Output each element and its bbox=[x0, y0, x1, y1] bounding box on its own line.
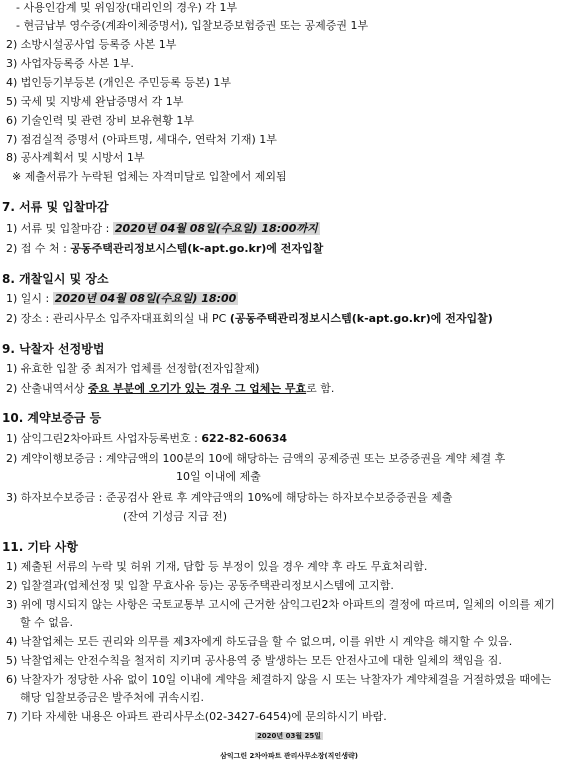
note: ※ 제출서류가 누락된 업체는 자격미달로 입찰에서 제외됨 bbox=[12, 170, 287, 183]
list-item: 5) 낙찰업체는 안전수칙을 철저히 지키며 공사용역 중 발생하는 모든 안전사고에 대한 일체의 책임을 짐. bbox=[6, 654, 502, 667]
section-title: 10. 계약보증금 등 bbox=[2, 411, 102, 425]
list-item: 1) 유효한 입찰 중 최저가 업체를 선정함(전자입찰제) bbox=[6, 362, 260, 375]
item-text: 로 함. bbox=[306, 382, 335, 395]
list-item: 8) 공사계획서 및 시방서 1부 bbox=[6, 151, 145, 164]
item-label: 1) 서류 및 입찰마감 : bbox=[6, 222, 110, 235]
list-item: 7) 점검실적 증명서 (아파트명, 세대수, 연락처 기재) 1부 bbox=[6, 133, 277, 146]
list-item: 1) 제출된 서류의 누락 및 허위 기재, 담합 등 부정이 있을 경우 계약 후 라도 무효처리함. bbox=[6, 560, 428, 573]
notice-date: 2020년 03월 25일 bbox=[256, 732, 322, 740]
item-label: 1) 삼익그린2차아파트 사업자등록번호 : bbox=[6, 432, 198, 445]
list-item: - 사용인감계 및 위임장(대리인의 경우) 각 1부 bbox=[16, 1, 238, 14]
item-text: 2) 산출내역서상 bbox=[6, 382, 85, 395]
list-item: 4) 법인등기부등본 (개인은 주민등록 등본) 1부 bbox=[6, 76, 231, 89]
list-item: 7) 기타 자세한 내용은 아파트 관리사무소(02-3427-6454)에 문의하시기 바람. bbox=[6, 710, 387, 723]
list-item bbox=[6, 311, 493, 327]
section-title: 8. 개찰일시 및 장소 bbox=[2, 272, 109, 286]
list-item-continued: 10일 이내에 제출 bbox=[176, 470, 261, 483]
list-item: 3) 위에 명시되지 않는 사항은 국토교통부 고시에 근거한 삼익그린2차 아파트의 결정에 따르며, 일체의 이의를 제기 bbox=[6, 598, 555, 611]
list-item bbox=[6, 291, 238, 307]
list-item: 4) 낙찰업체는 모든 권리와 의무를 제3자에게 하도급을 할 수 없으며, 이를 위반 시 계약을 해지할 수 있음. bbox=[6, 635, 513, 648]
list-item: 6) 낙찰자가 정당한 사유 없이 10일 이내에 계약을 체결하지 않을 시 또는 낙찰자가 계약체결을 거절하였을 때에는 bbox=[6, 673, 552, 686]
list-item: 3) 하자보수보증금 : 준공검사 완료 후 계약금액의 10%에 해당하는 하자보수보증증권을 제출 bbox=[6, 491, 453, 504]
list-item: 3) 사업자등록증 사본 1부. bbox=[6, 57, 134, 70]
item-label: 2) 장소 : 관리사무소 입주자대표회의실 내 PC bbox=[6, 312, 227, 325]
list-item: 6) 기술인력 및 관련 장비 보유현황 1부 bbox=[6, 114, 195, 127]
section-title: 11. 기타 사항 bbox=[2, 540, 78, 554]
list-item: 2) 소방시설공사업 등록증 사본 1부 bbox=[6, 38, 177, 51]
list-item bbox=[6, 381, 334, 397]
list-item bbox=[6, 241, 323, 257]
list-item-continued: 할 수 없음. bbox=[20, 616, 73, 629]
list-item: - 현금납부 영수증(계좌이체증명서), 입찰보증보험증권 또는 공제증권 1부 bbox=[16, 19, 369, 32]
signature: 삼익그린 2차아파트 관리사무소장(직인생략) bbox=[220, 752, 358, 760]
list-item-continued: 해당 입찰보증금은 발주처에 귀속시킴. bbox=[20, 691, 205, 704]
section-title: 7. 서류 및 입찰마감 bbox=[2, 200, 109, 214]
list-item: 5) 국세 및 지방세 완납증명서 각 1부 bbox=[6, 95, 184, 108]
item-value: 공동주택관리정보시스템(k-apt.go.kr)에 전자입찰 bbox=[70, 242, 324, 255]
item-label: 2) 접 수 처 : bbox=[6, 242, 67, 255]
footer-date-row bbox=[0, 728, 578, 744]
item-label: 1) 일시 : bbox=[6, 292, 50, 305]
emphasis-text: 중요 부분에 오기가 있는 경우 그 업체는 무효 bbox=[88, 382, 307, 395]
deadline-value: 2020년 04월 08일(수요일) 18:00까지 bbox=[114, 222, 318, 235]
list-item: 2) 계약이행보증금 : 계약금액의 100분의 10에 해당하는 금액의 공제증권 또는 보증증권을 계약 체결 후 bbox=[6, 452, 506, 465]
list-item-continued: (잔여 기성금 지급 전) bbox=[123, 510, 228, 523]
item-value: (공동주택관리정보시스템(k-apt.go.kr)에 전자입찰) bbox=[229, 312, 493, 325]
section-title: 9. 낙찰자 선정방법 bbox=[2, 342, 105, 356]
list-item bbox=[6, 221, 320, 237]
list-item: 2) 입찰결과(업체선정 및 입찰 무효사유 등)는 공동주택관리정보시스템에 고지함. bbox=[6, 579, 394, 592]
opening-date-value: 2020년 04월 08일(수요일) 18:00 bbox=[54, 292, 237, 305]
list-item bbox=[6, 431, 287, 447]
registration-number: 622-82-60634 bbox=[201, 432, 288, 445]
